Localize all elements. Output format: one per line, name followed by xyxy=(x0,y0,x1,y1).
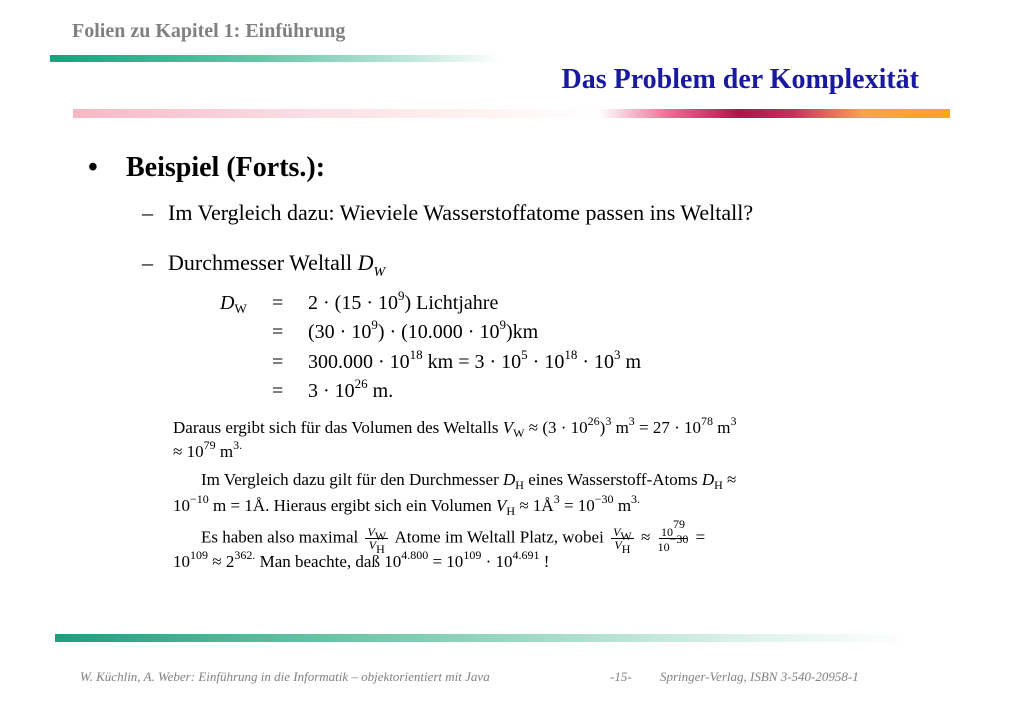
chapter-label: Folien zu Kapitel 1: Einführung xyxy=(72,20,346,42)
equation-rel: = xyxy=(272,292,284,314)
footer-citation: W. Küchlin, A. Weber: Einführung in die Informatik – objektorientiert mit Java xyxy=(80,669,490,684)
equation-lhs: $D_W$ xyxy=(220,292,247,316)
sub-point-1 xyxy=(142,200,753,226)
paragraph-line-1: Daraus ergibt sich für das Volumen des Weltalls $V_W \approx (3 \cdot 10^{26})^3$ $m^3 = 27 \cdot 10^{78}$ $m^3$ xyxy=(173,414,737,440)
paragraph-line-6: $10^{109} \approx 2^{362.}$ Man beachte, daß $10^{4.800} = 10^{109} \cdot 10^{4.691}$ ! xyxy=(173,548,550,571)
equation-line-1: $2 \cdot (15 \cdot 10^9)$ Lichtjahre xyxy=(308,288,499,314)
equation-line-3: $300.000 \cdot 10^{18}$ km = $3 \cdot 10^5 \cdot 10^{18} \cdot 10^3$ m xyxy=(308,347,642,373)
equation-line-2: $(30 \cdot 10^9) \cdot (10.000 \cdot 10^9)km$ xyxy=(308,317,539,343)
dw-subscript: W xyxy=(373,265,386,280)
footer-divider-green xyxy=(55,634,910,642)
equation-rel: = xyxy=(272,321,284,343)
header-divider-green xyxy=(50,55,500,62)
sub-point-1-text: Im Vergleich dazu: Wieviele Wasserstoffatome passen ins Weltall? xyxy=(168,200,754,225)
footer-publisher: Springer-Verlag, ISBN 3-540-20958-1 xyxy=(660,669,859,684)
bullet-text: Beispiel (Forts.): xyxy=(126,152,326,183)
dw-symbol: D xyxy=(357,250,374,275)
title-divider-gradient xyxy=(73,109,950,118)
equation-rel: = xyxy=(272,380,284,402)
bullet-symbol: • xyxy=(88,152,98,183)
sub-point-2-text: Durchmesser Weltall xyxy=(168,250,358,275)
equation-rel: = xyxy=(272,351,284,373)
dash-symbol: – xyxy=(142,250,153,275)
dash-symbol: – xyxy=(142,200,153,225)
paragraph-line-4: $10^{-10}$ m = 1Å. Hieraus ergibt sich ein Volumen $V_H$ ≈ $1Å^3 = 10^{-30}$ $m^{3.}$ xyxy=(173,492,641,518)
page-number: -15- xyxy=(610,669,632,684)
main-bullet xyxy=(88,152,325,184)
equation-line-4: $3 \cdot 10^{26}$ m. xyxy=(308,376,394,402)
paragraph-line-5: Es haben also maximal $\frac{V_W}{V_H}$ Atome im Weltall Platz, wobei $\frac{V_W}{V_H}$ ≈ $\frac{10^{79}}{10^{-30}}$ = xyxy=(201,517,706,556)
sub-point-2 xyxy=(142,250,386,280)
paragraph-line-3: Im Vergleich dazu gilt für den Durchmesser $D_H$ eines Wasserstoff-Atoms $D_H$ ≈ xyxy=(201,470,737,492)
paragraph-line-2: ≈ $10^{79}$ $m^{3.}$ xyxy=(173,438,243,461)
slide-title: Das Problem der Komplexität xyxy=(561,64,919,95)
